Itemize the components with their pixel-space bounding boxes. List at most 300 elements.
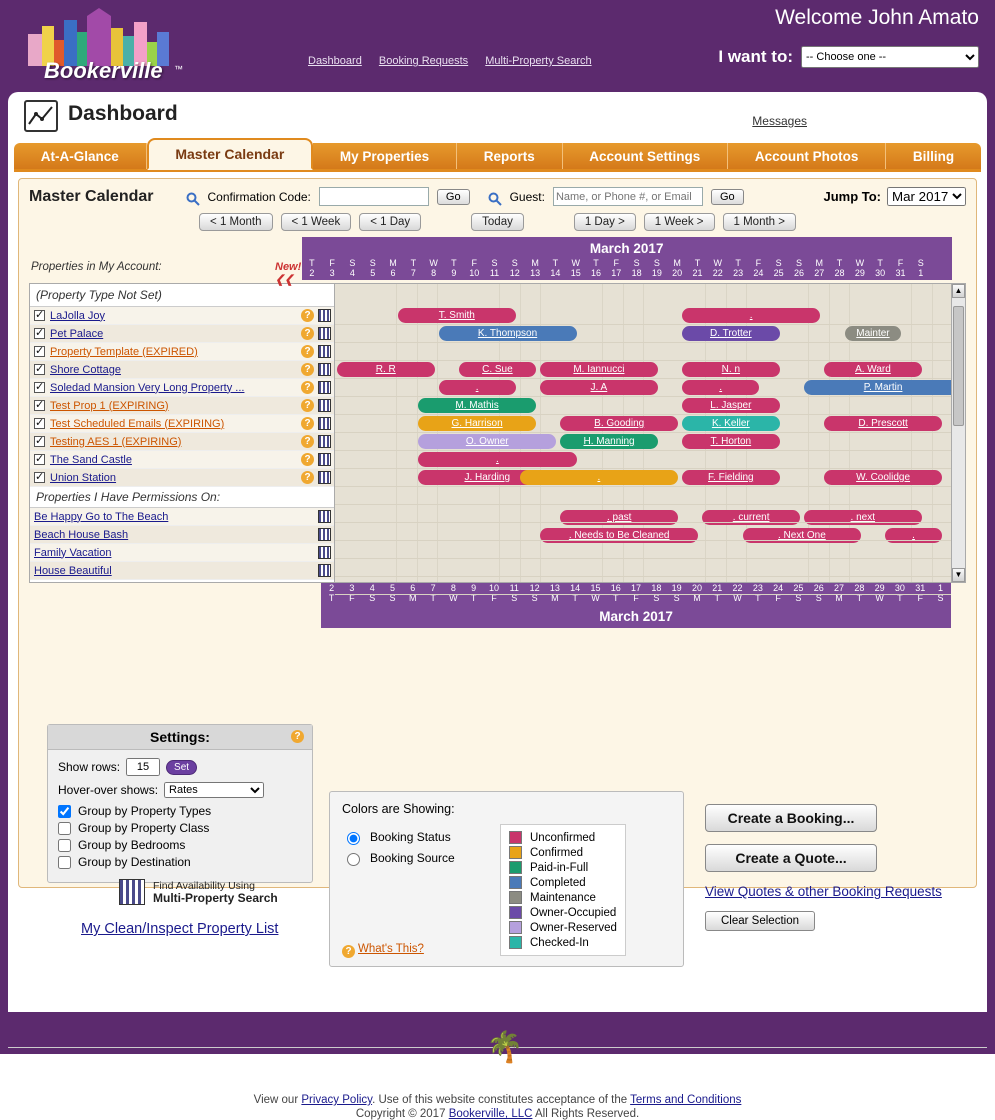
top-link-booking-requests[interactable]: Booking Requests [378,55,469,67]
nav-prev-month[interactable]: < 1 Month [199,213,272,231]
property-row[interactable] [30,343,334,361]
day-column[interactable]: S 26 [793,258,804,278]
confirmation-code-label: Confirmation Code: [207,189,311,204]
property-name[interactable]: Testing AES 1 (EXPIRING) [50,435,182,448]
calendar-grid-icon[interactable] [318,327,331,340]
booking-bar[interactable]: . next [804,510,922,525]
grid-row-line [335,451,951,469]
nav-next-week[interactable]: 1 Week > [644,213,715,231]
booking-bar[interactable]: . past [560,510,678,525]
day-column[interactable]: 30 T [894,583,905,603]
property-checkbox[interactable] [34,364,45,375]
tab-at-a-glance[interactable]: At-A-Glance [14,143,147,169]
day-column[interactable]: 12 S [529,583,540,603]
calendar-grid-icon[interactable] [318,564,331,577]
create-booking-button[interactable]: Create a Booking... [705,804,877,832]
property-name[interactable]: LaJolla Joy [50,309,106,322]
day-column[interactable]: T 2 [309,258,315,278]
day-column[interactable]: T 23 [733,258,744,278]
footer-line-2 [8,1108,987,1120]
tab-account-photos[interactable]: Account Photos [728,143,886,169]
day-column[interactable]: T 9 [451,258,457,278]
legend-item [509,846,617,859]
day-column[interactable]: 6 M [409,583,417,603]
tab-billing[interactable]: Billing [886,143,981,169]
calendar-grid-icon[interactable] [318,546,331,559]
radio-booking-status-label: Booking Status [370,830,451,844]
whats-this-link[interactable]: ? What's This? [342,943,424,958]
view-quotes-link[interactable]: View Quotes & other Booking Requests [705,884,942,899]
logo-text: Bookerville [44,58,163,83]
grid-row-line [335,433,951,451]
i-want-to-select[interactable] [801,46,979,68]
booking-bar[interactable]: . current [702,510,800,525]
nav-prev-week[interactable]: < 1 Week [281,213,352,231]
help-icon[interactable]: ? [301,381,314,394]
settings-checkbox[interactable] [58,839,71,852]
property-row[interactable] [30,451,334,469]
help-icon-whats-this: ? [342,945,355,958]
settings-checkbox-label: Group by Property Class [78,821,210,835]
day-column[interactable]: 5 S [389,583,396,603]
day-column[interactable]: S 18 [631,258,642,278]
property-name[interactable]: Be Happy Go to The Beach [34,510,169,523]
settings-checkbox[interactable] [58,805,71,818]
day-column[interactable]: 23 T [752,583,763,603]
set-rows-button[interactable]: Set [166,760,197,775]
day-column[interactable]: S 4 [349,258,356,278]
legend-title: Colors are Showing: [342,802,455,816]
calendar-grid-icon[interactable] [318,471,331,484]
nav-next-day[interactable]: 1 Day > [574,213,636,231]
property-row[interactable] [30,415,334,433]
dashboard-icon [24,100,58,132]
day-column[interactable]: 27 M [834,583,845,603]
calendar-grid-icon[interactable] [318,510,331,523]
day-column[interactable]: 25 S [793,583,804,603]
day-column[interactable]: S 25 [773,258,784,278]
booking-bar[interactable]: H. Manning [560,434,658,449]
grid-row-line [335,397,951,415]
create-quote-button[interactable]: Create a Quote... [705,844,877,872]
property-checkbox[interactable] [34,418,45,429]
property-name[interactable]: The Sand Castle [50,453,132,466]
booking-bar[interactable]: L. Jasper [682,398,780,413]
property-name[interactable]: Pet Palace [50,327,104,340]
day-column[interactable]: 11 S [509,583,519,603]
booking-bar[interactable]: M. Mathis [418,398,536,413]
legend-item [509,906,617,919]
scrollbar-thumb[interactable] [953,306,964,426]
day-column[interactable]: 19 S [671,583,682,603]
property-row[interactable] [30,307,334,325]
confirmation-code-input[interactable] [319,187,429,206]
radio-booking-source-label: Booking Source [370,851,455,865]
legend-label: Paid-in-Full [530,861,589,874]
grid-row-line [335,577,951,595]
day-column[interactable]: 18 S [651,583,662,603]
tab-master-calendar[interactable]: Master Calendar [147,138,314,170]
day-column[interactable]: 8 W [449,583,458,603]
day-column[interactable]: F 3 [329,258,335,278]
day-column[interactable]: 21 T [712,583,723,603]
help-icon[interactable]: ? [301,399,314,412]
booking-bar[interactable]: J. Harding [418,470,556,485]
booking-bar[interactable]: M. Iannucci [540,362,658,377]
calendar-grid-icon[interactable] [318,363,331,376]
company-link[interactable]: Bookerville, LLC [448,1108,533,1120]
day-column[interactable]: F 24 [753,258,764,278]
calendar-toolbar [29,187,966,206]
property-name[interactable]: Soledad Mansion Very Long Property ... [50,381,245,394]
property-row[interactable] [30,325,334,343]
panel-title: Master Calendar [29,187,154,205]
day-column[interactable]: 29 W [874,583,885,603]
day-column[interactable]: S 11 [489,258,500,278]
multi-property-search-icon [119,879,145,905]
booking-bar[interactable]: A. Ward [824,362,922,377]
settings-checkbox-row[interactable] [58,838,302,852]
booking-bar[interactable]: T. Smith [398,308,516,323]
show-rows-label: Show rows: [58,760,121,774]
top-link-multi-property-search[interactable]: Multi-Property Search [485,55,592,67]
day-column[interactable]: 2 T [328,583,335,603]
clean-inspect-list-link[interactable]: My Clean/Inspect Property List [81,921,279,937]
grid-row-line [335,487,951,505]
new-flag[interactable]: New! ❮❮ [275,261,302,286]
legend-label: Maintenance [530,891,596,904]
booking-bar[interactable]: O. Owner [418,434,556,449]
top-header [0,0,995,92]
grid-row-line [335,469,951,487]
radio-booking-source[interactable] [342,850,482,866]
day-column[interactable]: T 16 [590,258,601,278]
clear-selection-button[interactable]: Clear Selection [705,911,815,931]
booking-bar[interactable]: D. Prescott [824,416,942,431]
day-column[interactable]: F 31 [895,258,906,278]
day-column[interactable]: 3 F [349,583,355,603]
day-column[interactable]: 1 S [937,583,944,603]
grid-row-line [335,379,951,397]
day-column[interactable]: S 5 [369,258,376,278]
grid-row-line [335,307,951,325]
calendar-grid-icon[interactable] [318,435,331,448]
settings-checkbox-label: Group by Bedrooms [78,838,186,852]
day-column[interactable]: T 7 [410,258,417,278]
day-column[interactable]: M 20 [672,258,683,278]
booking-bar[interactable]: . [682,308,820,323]
legend-item [509,831,617,844]
day-column[interactable]: M 6 [389,258,397,278]
legend-item [509,876,617,889]
property-checkbox[interactable] [34,400,45,411]
privacy-policy-link[interactable]: Privacy Policy [301,1094,373,1106]
day-columns-header [302,258,952,280]
property-name[interactable]: House Beautiful [34,564,112,577]
terms-link[interactable]: Terms and Conditions [630,1094,742,1106]
tab-account-settings[interactable]: Account Settings [563,143,729,169]
legend-label: Completed [530,876,586,889]
day-column[interactable]: T 28 [834,258,845,278]
property-checkbox[interactable] [34,328,45,339]
calendar-grid-icon[interactable] [318,399,331,412]
booking-bar[interactable]: C. Sue [459,362,536,377]
confirmation-go-button[interactable]: Go [437,189,470,205]
tab-my-properties[interactable]: My Properties [313,143,457,169]
calendar-grid-icon[interactable] [318,528,331,541]
day-column[interactable]: 15 W [590,583,601,603]
day-column[interactable]: T 30 [875,258,886,278]
footer [8,1094,987,1120]
booking-bar[interactable]: W. Coolidge [824,470,942,485]
booking-bar[interactable]: J. A [540,380,658,395]
legend-color-swatch [509,906,522,919]
day-column[interactable]: F 17 [611,258,622,278]
search-icon-guest [488,192,502,206]
jump-to-group [823,187,966,206]
day-column[interactable]: S 12 [509,258,520,278]
nav-today[interactable]: Today [471,213,524,231]
calendar-grid-icon[interactable] [318,345,331,358]
booking-bar[interactable]: N. n [682,362,780,377]
master-calendar-panel [18,178,977,957]
booking-bar[interactable]: . Next One [743,528,861,543]
settings-checkbox-row[interactable] [58,821,302,835]
month-title: March 2017 [302,237,952,258]
property-checkbox[interactable] [34,346,45,357]
property-name[interactable]: Union Station [50,471,117,484]
property-row[interactable] [30,379,334,397]
grid-row-line [335,325,951,343]
properties-label: Properties in My Account: [31,261,162,273]
grid-row-line [335,415,951,433]
footer-rights: All Rights Reserved. [534,1108,640,1120]
grid-row-line [335,541,951,559]
property-name[interactable]: Family Vacation [34,546,112,559]
day-column[interactable]: 31 F [915,583,926,603]
legend-color-swatch [509,891,522,904]
day-column[interactable]: 10 F [488,583,499,603]
booking-bar[interactable]: . Needs to Be Cleaned [540,528,698,543]
property-checkbox[interactable] [34,472,45,483]
day-column[interactable]: 20 M [691,583,702,603]
radio-booking-source-input[interactable] [347,853,360,866]
property-row[interactable] [30,469,334,487]
booking-bar[interactable]: . [682,380,759,395]
legend-color-swatch [509,861,522,874]
day-column[interactable]: W 29 [854,258,865,278]
radio-booking-status-input[interactable] [347,832,360,845]
help-icon[interactable]: ? [301,309,314,322]
grid-row-line [335,559,951,577]
property-checkbox[interactable] [34,454,45,465]
calendar-scrollbar[interactable] [951,284,965,582]
show-rows-input[interactable] [126,758,160,776]
footer-copyright: Copyright © 2017 [355,1108,446,1120]
settings-title: Settings: ? [48,725,312,750]
calendar-body [29,283,966,583]
scroll-up-arrow[interactable]: ▲ [952,284,965,298]
help-icon[interactable]: ? [301,435,314,448]
help-icon[interactable]: ? [301,453,314,466]
permission-property-row[interactable] [30,562,334,580]
day-column[interactable]: W 8 [429,258,438,278]
property-checkbox[interactable] [34,382,45,393]
page-title: Dashboard [68,102,178,125]
grid-row-line [335,505,951,523]
hover-over-label: Hover-over shows: [58,783,159,797]
booking-bar[interactable]: Mainter [845,326,902,341]
property-list [30,284,335,582]
settings-checkbox-row[interactable] [58,855,302,869]
month-title-footer: March 2017 [321,605,950,628]
booking-bar[interactable]: T. Horton [682,434,780,449]
calendar-nav-buttons [29,213,966,231]
messages-link[interactable]: Messages [752,114,807,128]
legend-label: Owner-Reserved [530,921,617,934]
action-buttons [705,804,975,931]
legend-color-swatch [509,876,522,889]
booking-bar[interactable]: . [439,380,516,395]
booking-bar[interactable]: R. R [337,362,435,377]
permission-property-row[interactable] [30,508,334,526]
mps-line2: Multi-Property Search [153,890,278,905]
day-column[interactable]: 17 F [631,583,642,603]
logo[interactable] [18,2,198,96]
calendar-grid-icon[interactable] [318,381,331,394]
booking-bar[interactable]: G. Harrison [418,416,536,431]
day-column[interactable]: 13 M [549,583,560,603]
scroll-down-arrow[interactable]: ▼ [952,568,965,582]
dashboard-header [8,92,987,142]
help-icon[interactable]: ? [301,327,314,340]
calendar-grid-icon[interactable] [318,453,331,466]
permission-property-row[interactable] [30,526,334,544]
property-row[interactable] [30,433,334,451]
settings-checkbox[interactable] [58,822,71,835]
help-icon[interactable]: ? [301,471,314,484]
page-body [8,92,987,1120]
jump-to-select[interactable] [887,187,966,206]
legend-item [509,891,617,904]
legend-label: Unconfirmed [530,831,596,844]
calendar-left-header [29,237,302,286]
settings-box [47,724,313,883]
show-rows-row [58,758,302,776]
property-row[interactable] [30,397,334,415]
footer-use-text: . Use of this website constitutes acceptance of the [372,1094,628,1106]
property-checkbox[interactable] [34,436,45,447]
booking-bar[interactable]: F. Fielding [682,470,780,485]
grid-row-line [335,361,951,379]
day-column[interactable]: 9 T [470,583,477,603]
multi-property-search-promo[interactable] [119,879,349,905]
guest-input[interactable] [553,187,703,206]
calendar-grid-icon[interactable] [318,309,331,322]
day-column[interactable]: 14 T [570,583,581,603]
day-column[interactable]: M 13 [530,258,541,278]
calendar-grid [29,237,966,628]
booking-bar[interactable]: P. Martin [804,380,962,395]
day-column[interactable]: M 27 [814,258,825,278]
top-nav-links [308,55,606,67]
day-column[interactable]: 7 T [430,583,436,603]
legend-item [509,936,617,949]
settings-checkbox[interactable] [58,856,71,869]
settings-checkbox-label: Group by Destination [78,855,191,869]
radio-booking-status[interactable] [342,829,482,845]
day-column[interactable]: F 10 [469,258,480,278]
day-column[interactable]: T 21 [692,258,703,278]
property-name[interactable]: Test Scheduled Emails (EXPIRING) [50,417,225,430]
help-icon-settings[interactable]: ? [291,730,304,743]
colors-legend [329,791,684,967]
day-column[interactable]: 4 S [369,583,376,603]
booking-bar[interactable]: . [418,452,576,467]
day-column[interactable]: 28 T [854,583,865,603]
legend-color-swatch [509,921,522,934]
permissions-title: Properties I Have Permissions On: [30,487,334,508]
tab-reports[interactable]: Reports [457,143,563,169]
property-name[interactable]: Property Template (EXPIRED) [50,345,198,358]
property-name[interactable]: Beach House Bash [34,528,129,541]
guest-label: Guest: [509,189,545,204]
property-row[interactable] [30,361,334,379]
day-column[interactable]: W 22 [712,258,723,278]
permission-property-row[interactable] [30,544,334,562]
booking-bar[interactable]: D. Trotter [682,326,780,341]
help-icon[interactable]: ? [301,363,314,376]
day-column[interactable]: 22 W [732,583,743,603]
legend-item [509,861,617,874]
booking-bar[interactable]: . [885,528,942,543]
help-icon[interactable]: ? [301,417,314,430]
logo-tm: ™ [174,64,183,74]
booking-bar[interactable]: . [520,470,678,485]
day-column[interactable]: T 14 [550,258,561,278]
guest-go-button[interactable]: Go [711,189,744,205]
footer-view-our: View our [253,1094,299,1106]
day-column[interactable]: 26 S [813,583,824,603]
settings-checkbox-row[interactable] [58,804,302,818]
day-column[interactable]: S 1 [917,258,924,278]
day-column[interactable]: S 19 [651,258,662,278]
search-icon-confirmation [186,192,200,206]
day-column[interactable]: 16 T [610,583,621,603]
booking-bar[interactable]: K. Thompson [439,326,577,341]
nav-prev-day[interactable]: < 1 Day [359,213,421,231]
booking-bar[interactable]: B. Gooding [560,416,678,431]
palm-tree-icon: 🌴 [486,1031,524,1064]
welcome-text: Welcome John Amato [775,6,979,29]
legend-item [509,921,617,934]
i-want-to-label: I want to: [718,47,793,66]
booking-bar[interactable]: K. Keller [682,416,780,431]
property-name[interactable]: Test Prop 1 (EXPIRING) [50,399,169,412]
nav-next-month[interactable]: 1 Month > [723,213,796,231]
calendar-grid-icon[interactable] [318,417,331,430]
property-name[interactable]: Shore Cottage [50,363,121,376]
day-column[interactable]: 24 F [773,583,784,603]
day-column[interactable]: W 15 [570,258,581,278]
property-checkbox[interactable] [34,310,45,321]
hover-over-row [58,782,302,798]
booking-area[interactable] [335,284,951,582]
legend-color-swatch [509,846,522,859]
help-icon[interactable]: ? [301,345,314,358]
hover-over-select[interactable] [164,782,264,798]
top-link-dashboard[interactable]: Dashboard [308,55,362,67]
